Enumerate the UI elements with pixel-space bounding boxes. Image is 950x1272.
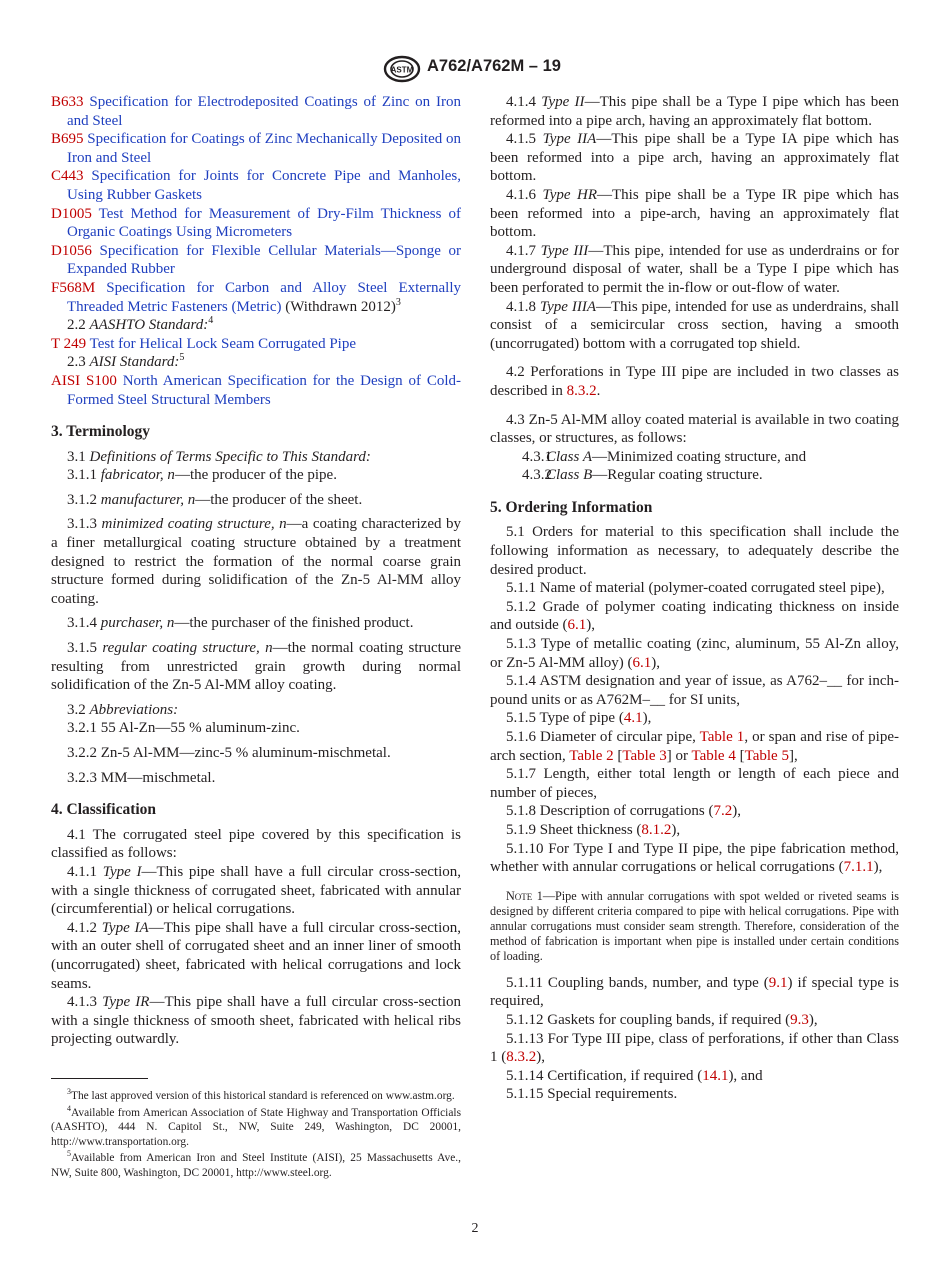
- reference-item: [51, 93, 461, 130]
- section-heading-classification: 4. Classification: [51, 801, 157, 819]
- paragraph: 5.1.14 Certification, if required (14.1), and: [506, 1067, 763, 1084]
- subsection-heading: [51, 353, 461, 372]
- reference-item: [51, 205, 461, 242]
- paragraph: 3.2 Abbreviations:: [67, 701, 179, 718]
- footnote: $^3$The last approved version of this historical standard is referenced on www.astm.org.: [67, 1087, 455, 1102]
- section-heading-ordering: 5. Ordering Information: [490, 498, 653, 516]
- table-link[interactable]: Table 5: [744, 747, 789, 764]
- footnote-marker[interactable]: 4: [208, 315, 214, 327]
- left-column: [51, 93, 461, 1049]
- ref-title[interactable]: Specification for Carbon and Alloy Steel Externally Threaded Metric Fasteners (Metric): [67, 279, 461, 315]
- paragraph: 4.3.1Class A—Minimized coating structure, and: [522, 448, 807, 465]
- cross-ref-link[interactable]: 8.3.2: [506, 1049, 537, 1066]
- paragraph: 5.1.7 Length, either total length or length of each piece and number of pieces,: [490, 766, 899, 801]
- paragraph: 5.1.13 For Type III pipe, class of perforations, if other than Class 1 (8.3.2),: [490, 1030, 899, 1066]
- paragraph: 5.1.1 Name of material (polymer-coated corrugated steel pipe),: [506, 580, 885, 597]
- cross-ref-link[interactable]: 9.1: [768, 974, 788, 991]
- paragraph: 3.2.2 Zn-5 Al-MM—zinc-5 % aluminum-mischmetal.: [67, 745, 391, 761]
- table-link[interactable]: Table 4: [691, 747, 736, 764]
- section-number: 2.3: [67, 354, 86, 371]
- ref-code[interactable]: AISI S100: [51, 372, 117, 389]
- note: Note 1—Pipe with annular corrugations with spot welded or riveted seams is designed by different criteria compared to pipe with helical corrugations. Pipe with annular corrugations must consider seam strength. Therefore, consideration of the method of fabrication is important when pipe is installed under certain conditions of loading.: [490, 888, 899, 963]
- subsection-title: AISI Standard:: [89, 354, 180, 371]
- section-number: 2.2: [67, 317, 86, 334]
- paragraph: 5.1.3 Type of metallic coating (zinc, aluminum, 55 Al-Zn alloy, or Zn-5 Al-MM alloy) (6.1),: [490, 636, 899, 671]
- footnote-marker[interactable]: 3: [395, 296, 401, 308]
- ref-title[interactable]: Specification for Coatings of Zinc Mechanically Deposited on Iron and Steel: [67, 131, 461, 166]
- paragraph: 5.1 Orders for material to this specification shall include the following information as necessary, to adequately describe the desired product.: [490, 524, 899, 578]
- cross-ref-link[interactable]: 6.1: [567, 617, 587, 634]
- ref-code[interactable]: D1005: [51, 205, 92, 222]
- paragraph: 3.2.3 MM—mischmetal.: [67, 769, 216, 786]
- paragraph: 5.1.11 Coupling bands, number, and type (9.1) if special type is required,: [490, 974, 899, 1010]
- paragraph: 4.1.7 Type III—This pipe, intended for use as underdrains or for underground disposal of water, shall be a Type I pipe which has been perforated to permit the in-flow or out-flow of water.: [490, 242, 900, 296]
- paragraph: 3.1 Definitions of Terms Specific to This Standard:: [67, 448, 371, 465]
- page-number: 2: [471, 1221, 479, 1236]
- footnotes: [51, 1089, 461, 1183]
- table-link[interactable]: Table 2: [569, 747, 614, 764]
- svg-text:ASTM: ASTM: [390, 65, 414, 75]
- right-column: [490, 93, 899, 1104]
- ref-title[interactable]: Test for Helical Lock Seam Corrugated Pipe: [89, 335, 357, 352]
- paragraph: 5.1.10 For Type I and Type II pipe, the pipe fabrication method, whether with annular corrugations or helical corrugations (7.1.1),: [490, 840, 899, 876]
- cross-ref-link[interactable]: 14.1: [702, 1067, 729, 1084]
- section-heading-terminology: 3. Terminology: [51, 423, 151, 441]
- paragraph: 3.2.1 55 Al-Zn—55 % aluminum-zinc.: [67, 720, 300, 737]
- table-link[interactable]: Table 1: [699, 729, 745, 745]
- ref-code[interactable]: B695: [51, 131, 84, 148]
- paragraph: 4.3 Zn-5 Al-MM alloy coated material is available in two coating classes, or structures, as follows:: [490, 411, 899, 447]
- subsection-title: AASHTO Standard:: [89, 317, 209, 334]
- withdrawn-note: (Withdrawn 2012): [281, 298, 396, 315]
- paragraph: 5.1.6 Diameter of circular pipe, Table 1, or span and rise of pipe-arch section, Table 2 [Table 3] or Table 4 [Table 5],: [490, 729, 899, 764]
- ref-title[interactable]: Specification for Flexible Cellular Materials—Sponge or Expanded Rubber: [67, 242, 462, 278]
- reference-item: [51, 242, 461, 279]
- definition: 3.1.5 regular coating structure, n—the normal coating structure resulting from unrestricted grain growth during normal solidification of the Zn-5 Al-MM alloy coating.: [51, 640, 461, 694]
- paragraph: 4.1.1 Type I—This pipe shall have a full circular cross-section, with a single thickness of corrugated sheet, fabricated with annular (circumferential) or helical corrugations.: [51, 863, 461, 918]
- ref-title[interactable]: Specification for Electrodeposited Coatings of Zinc on Iron and Steel: [67, 94, 461, 129]
- paragraph: 5.1.8 Description of corrugations (7.2),: [506, 803, 741, 820]
- cross-ref-link[interactable]: 9.3: [790, 1011, 809, 1028]
- definition: 3.1.2 manufacturer, n—the producer of the sheet.: [67, 491, 363, 508]
- reference-item: [51, 279, 461, 316]
- footnote-divider: [51, 1078, 148, 1079]
- cross-ref-link[interactable]: 7.2: [713, 803, 733, 820]
- paragraph: 4.1.3 Type IR—This pipe shall have a full circular cross-section with a single thickness of smooth sheet, fabricated with helical ribs projecting outwardly.: [51, 994, 462, 1048]
- cross-ref-link[interactable]: 6.1: [632, 654, 652, 671]
- footnote-marker[interactable]: 5: [179, 352, 185, 364]
- footnote: $^4$Available from American Association of State Highway and Transportation Officials (AASHTO), 444 N. Capitol St., NW, Suite 249, Washington, DC 20001, http://www.transportation.org.: [51, 1103, 461, 1148]
- definition: 3.1.1 fabricator, n—the producer of the pipe.: [67, 467, 337, 484]
- ref-title[interactable]: North American Specification for the Design of Cold-Formed Steel Structural Members: [67, 372, 461, 408]
- ref-code[interactable]: T 249: [51, 335, 87, 352]
- cross-ref-link[interactable]: 4.1: [623, 710, 643, 727]
- ref-title[interactable]: Test Method for Measurement of Dry-Film Thickness of Organic Coatings Using Micrometers: [67, 205, 461, 241]
- paragraph: 4.1 The corrugated steel pipe covered by this specification is classified as follows:: [51, 826, 461, 862]
- subsection-heading: [51, 316, 461, 335]
- paragraph: 4.1.5 Type IIA—This pipe shall be a Type IA pipe which has been reformed into a pipe arch, having an approximately flat bottom.: [490, 131, 899, 185]
- paragraph: 5.1.12 Gaskets for coupling bands, if required (9.3),: [506, 1011, 818, 1028]
- document-title: A762/A762M – 19: [427, 57, 561, 75]
- paragraph: 4.2 Perforations in Type III pipe are included in two classes as described in 8.3.2.: [490, 364, 899, 399]
- paragraph: 4.1.6 Type HR—This pipe shall be a Type IR pipe which has been reformed into a pipe-arch, having an approximately flat bottom.: [490, 186, 899, 241]
- note-label: Note 1: [506, 888, 543, 903]
- astm-logo-icon: [382, 55, 422, 83]
- cross-ref-link[interactable]: 8.3.2: [566, 382, 597, 399]
- ref-code[interactable]: F568M: [51, 279, 96, 296]
- paragraph: 5.1.2 Grade of polymer coating indicating thickness on inside and outside (6.1),: [490, 598, 899, 634]
- paragraph: 5.1.5 Type of pipe (4.1),: [506, 710, 652, 727]
- paragraph: 5.1.15 Special requirements.: [506, 1086, 678, 1103]
- paragraph: 5.1.4 ASTM designation and year of issue, as A762–__ for inch-pound units or as A762M–__ for SI units,: [490, 673, 899, 708]
- ref-code[interactable]: D1056: [51, 242, 92, 259]
- paragraph: 4.3.2Class B—Regular coating structure.: [522, 467, 763, 484]
- footnote: $^5$Available from American Iron and Steel Institute (AISI), 25 Massachusetts Ave., NW, Suite 800, Washington, DC 20001, http://www.steel.org.: [51, 1149, 461, 1179]
- definition: 3.1.4 purchaser, n—the purchaser of the finished product.: [67, 615, 414, 632]
- definition: 3.1.3 minimized coating structure, n—a coating characterized by a finer metallurgical coating structure obtained by a treatment designed to restrict the formation of the normal coarse grain structure formed during solidification of the Zn-5 Al-MM alloy coating.: [51, 516, 462, 607]
- reference-item: [51, 130, 461, 167]
- cross-ref-link[interactable]: 8.1.2: [641, 821, 672, 838]
- ref-code[interactable]: C443: [51, 168, 84, 185]
- ref-code[interactable]: B633: [51, 94, 84, 110]
- table-link[interactable]: Table 3: [622, 747, 667, 764]
- paragraph: 4.1.8 Type IIIA—This pipe, intended for use as underdrains, shall consist of a semicircular cross section, having a smooth (uncorrugated) bottom with a corrugated top shield.: [490, 298, 900, 352]
- reference-item: [51, 167, 461, 204]
- page-header: [0, 55, 950, 85]
- paragraph: 4.1.2 Type IA—This pipe shall have a full circular cross-section, with an outer shell of corrugated sheet and an inner liner of smooth (uncorrugated) sheet, fabricated with helical corrugations and lock seams.: [51, 919, 461, 992]
- paragraph: 5.1.9 Sheet thickness (8.1.2),: [506, 821, 681, 838]
- reference-item: [51, 372, 461, 409]
- ref-title[interactable]: Specification for Joints for Concrete Pipe and Manholes, Using Rubber Gaskets: [67, 168, 461, 203]
- reference-list: [51, 93, 461, 409]
- paragraph: 4.1.4 Type II—This pipe shall be a Type I pipe which has been reformed into a pipe arch, having an approximately flat bottom.: [490, 94, 900, 129]
- cross-ref-link[interactable]: 7.1.1: [843, 859, 874, 876]
- reference-item: [51, 335, 461, 354]
